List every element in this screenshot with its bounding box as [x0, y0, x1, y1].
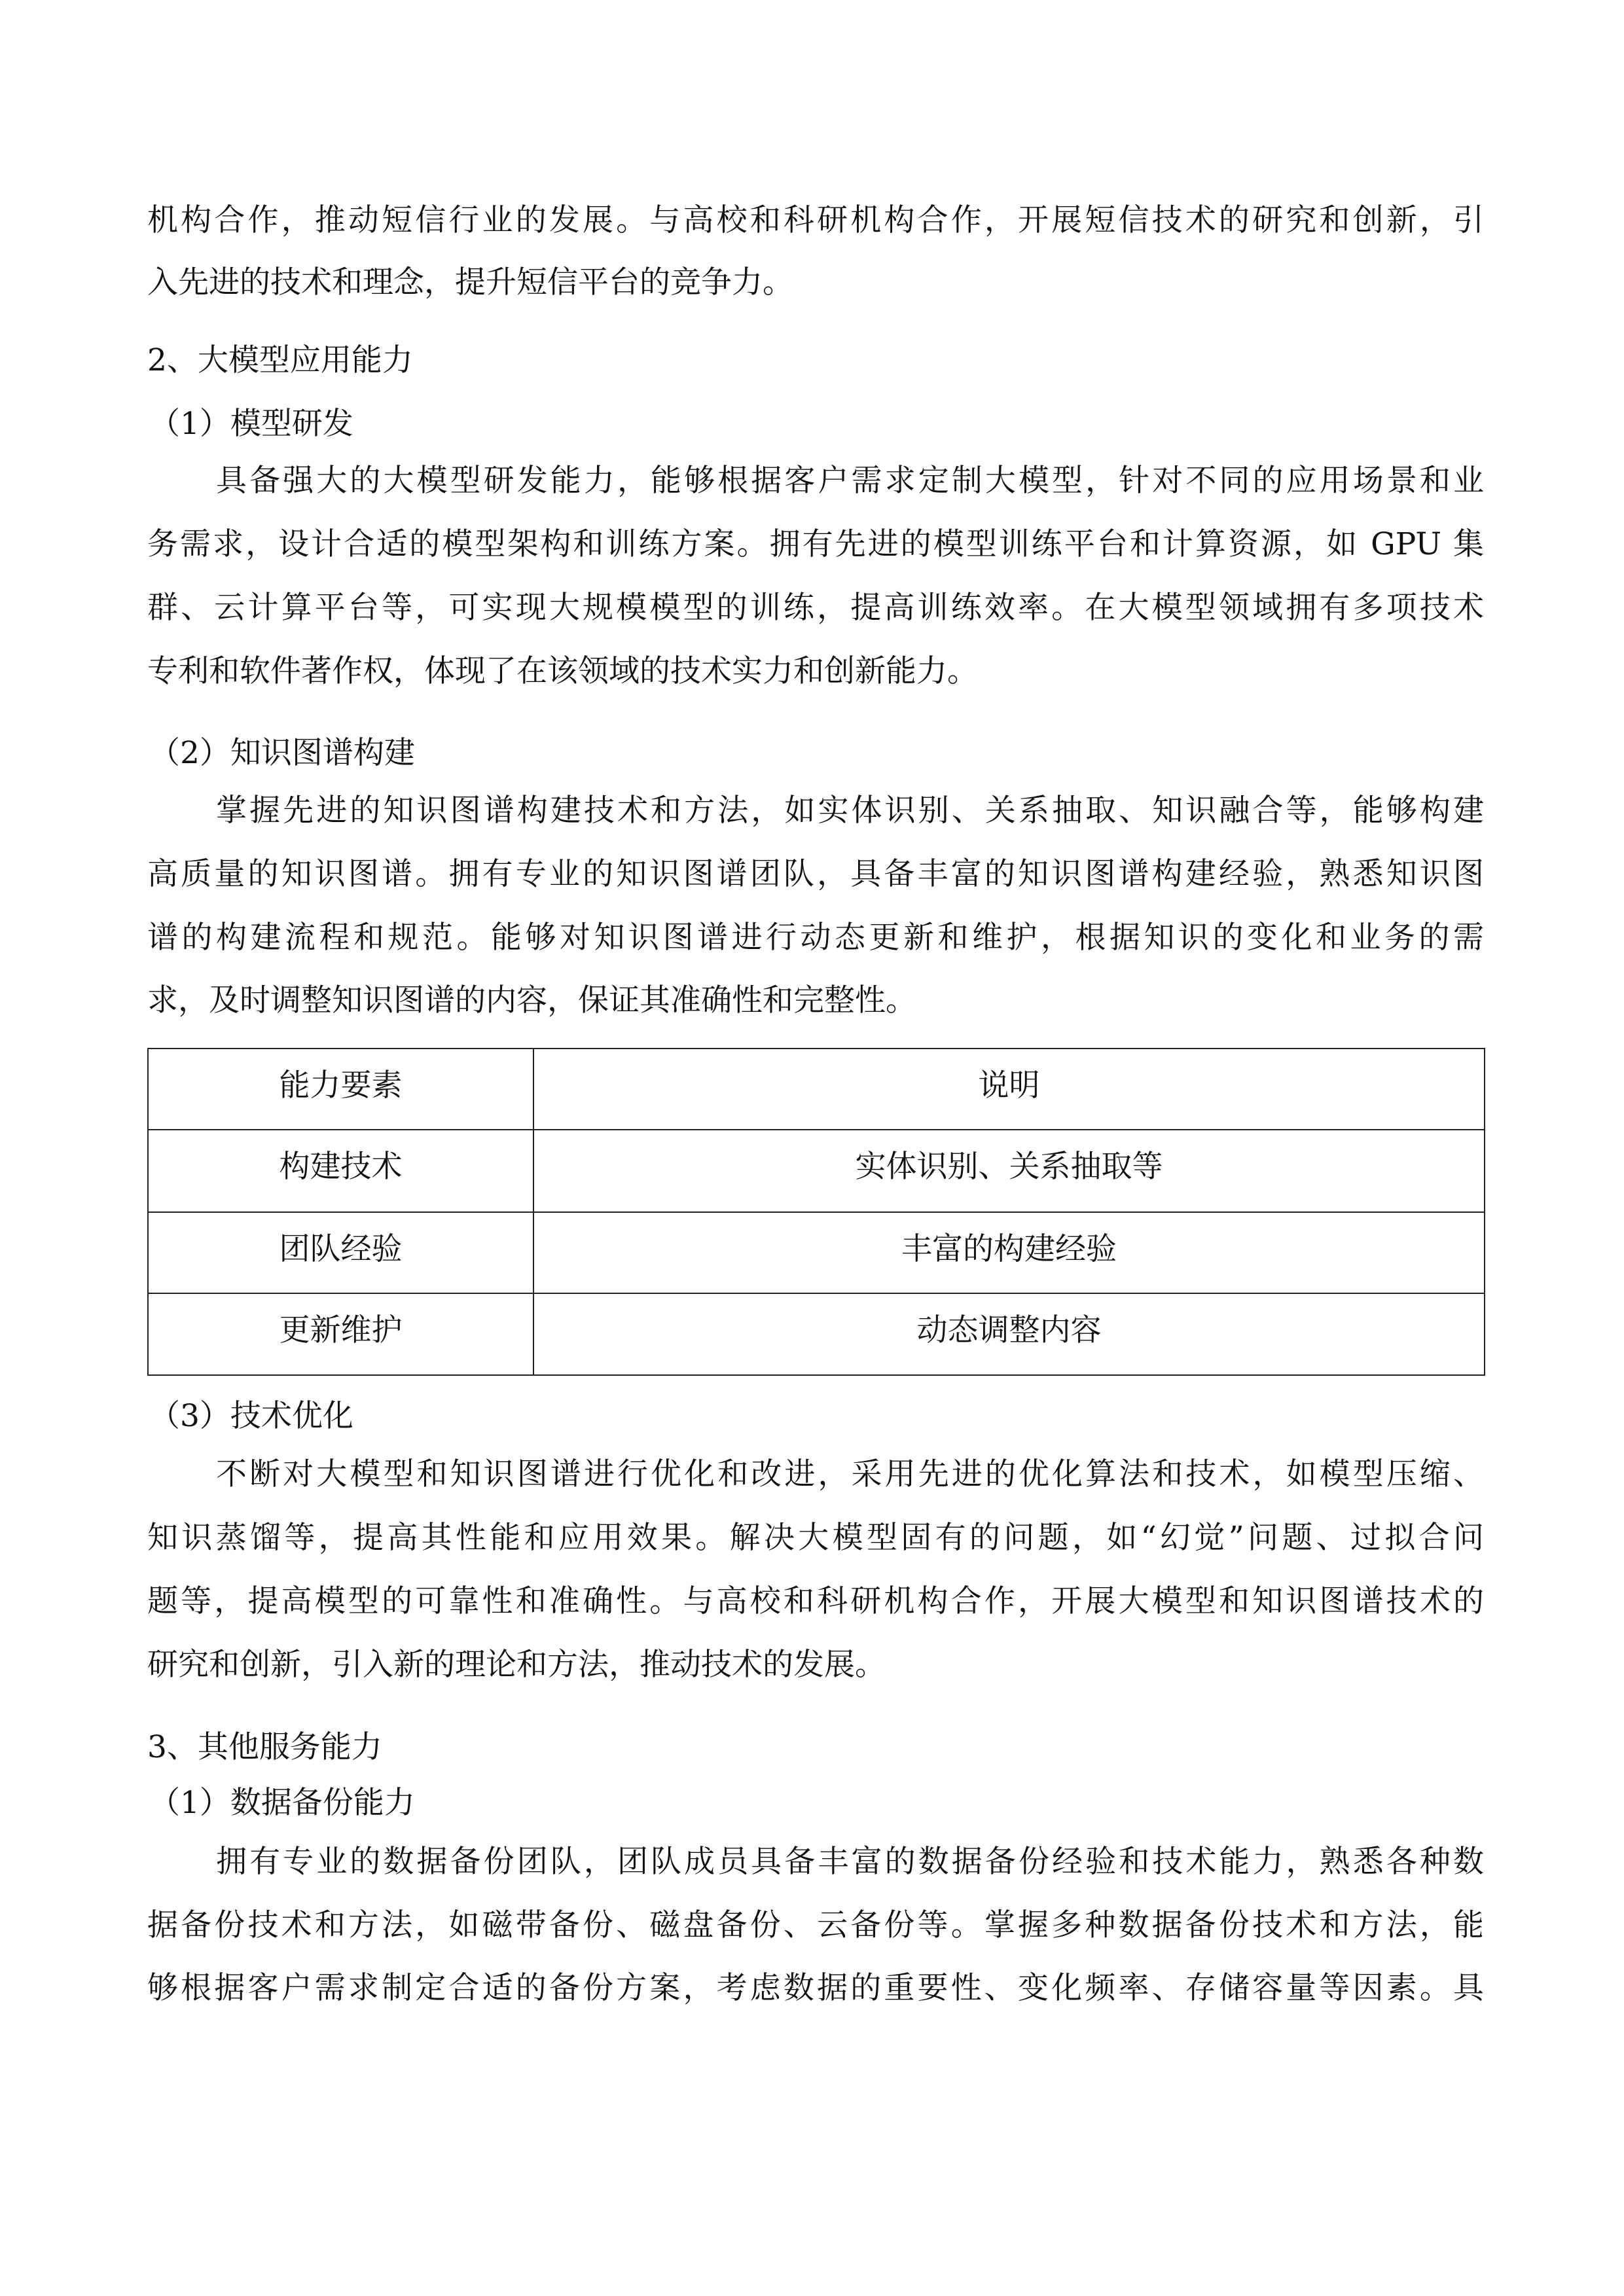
paragraph-line: 入先进的技术和理念，提升短信平台的竞争力。	[147, 264, 793, 300]
subsection-heading: （3）技术优化	[149, 1398, 353, 1434]
table-cell: 实体识别、关系抽取等	[533, 1130, 1485, 1212]
table-row	[148, 1293, 1485, 1375]
table-cell: 团队经验	[148, 1212, 533, 1293]
table-cell: 丰富的构建经验	[533, 1212, 1485, 1293]
section-heading: 3、其他服务能力	[147, 1729, 382, 1765]
paragraph-line: 题等，提高模型的可靠性和准确性。与高校和科研机构合作，开展大模型和知识图谱技术的	[147, 1583, 1484, 1619]
paragraph-line: 知识蒸馏等，提高其性能和应用效果。解决大模型固有的问题，如“幻觉”问题、过拟合问	[147, 1520, 1484, 1556]
table-header-cell: 能力要素	[148, 1049, 533, 1130]
paragraph-line: 高质量的知识图谱。拥有专业的知识图谱团队，具备丰富的知识图谱构建经验，熟悉知识图	[147, 856, 1484, 892]
paragraph-line: 掌握先进的知识图谱构建技术和方法，如实体识别、关系抽取、知识融合等，能够构建	[216, 793, 1484, 829]
paragraph-line: 据备份技术和方法，如磁带备份、磁盘备份、云备份等。掌握多种数据备份技术和方法，能	[147, 1907, 1484, 1943]
paragraph-line: 够根据客户需求制定合适的备份方案，考虑数据的重要性、变化频率、存储容量等因素。具	[147, 1970, 1484, 2006]
table-header-cell: 说明	[533, 1049, 1485, 1130]
paragraph-line: 务需求，设计合适的模型架构和训练方案。拥有先进的模型训练平台和计算资源，如 GPU 集	[147, 526, 1484, 562]
paragraph-line: 研究和创新，引入新的理论和方法，推动技术的发展。	[147, 1647, 886, 1683]
paragraph-line: 专利和软件著作权，体现了在该领域的技术实力和创新能力。	[147, 653, 978, 689]
paragraph-line: 拥有专业的数据备份团队，团队成员具备丰富的数据备份经验和技术能力，熟悉各种数	[216, 1844, 1484, 1880]
subsection-heading: （1）模型研发	[149, 406, 353, 442]
paragraph-line: 不断对大模型和知识图谱进行优化和改进，采用先进的优化算法和技术，如模型压缩、	[216, 1456, 1484, 1492]
table-cell: 构建技术	[148, 1130, 533, 1212]
subsection-heading: （1）数据备份能力	[149, 1785, 415, 1821]
paragraph-line: 具备强大的大模型研发能力，能够根据客户需求定制大模型，针对不同的应用场景和业	[216, 463, 1484, 499]
section-heading: 2、大模型应用能力	[147, 342, 413, 378]
subsection-heading: （2）知识图谱构建	[149, 735, 415, 771]
table-header-row	[148, 1049, 1485, 1130]
table-row	[148, 1130, 1485, 1212]
table-row	[148, 1212, 1485, 1293]
paragraph-line: 求，及时调整知识图谱的内容，保证其准确性和完整性。	[147, 982, 916, 1018]
table-cell: 更新维护	[148, 1293, 533, 1375]
capability-table	[147, 1048, 1485, 1376]
paragraph-line: 谱的构建流程和规范。能够对知识图谱进行动态更新和维护，根据知识的变化和业务的需	[147, 920, 1484, 956]
paragraph-line: 群、云计算平台等，可实现大规模模型的训练，提高训练效率。在大模型领域拥有多项技术	[147, 590, 1484, 626]
paragraph-line: 机构合作，推动短信行业的发展。与高校和科研机构合作，开展短信技术的研究和创新，引	[147, 202, 1484, 238]
table-cell: 动态调整内容	[533, 1293, 1485, 1375]
